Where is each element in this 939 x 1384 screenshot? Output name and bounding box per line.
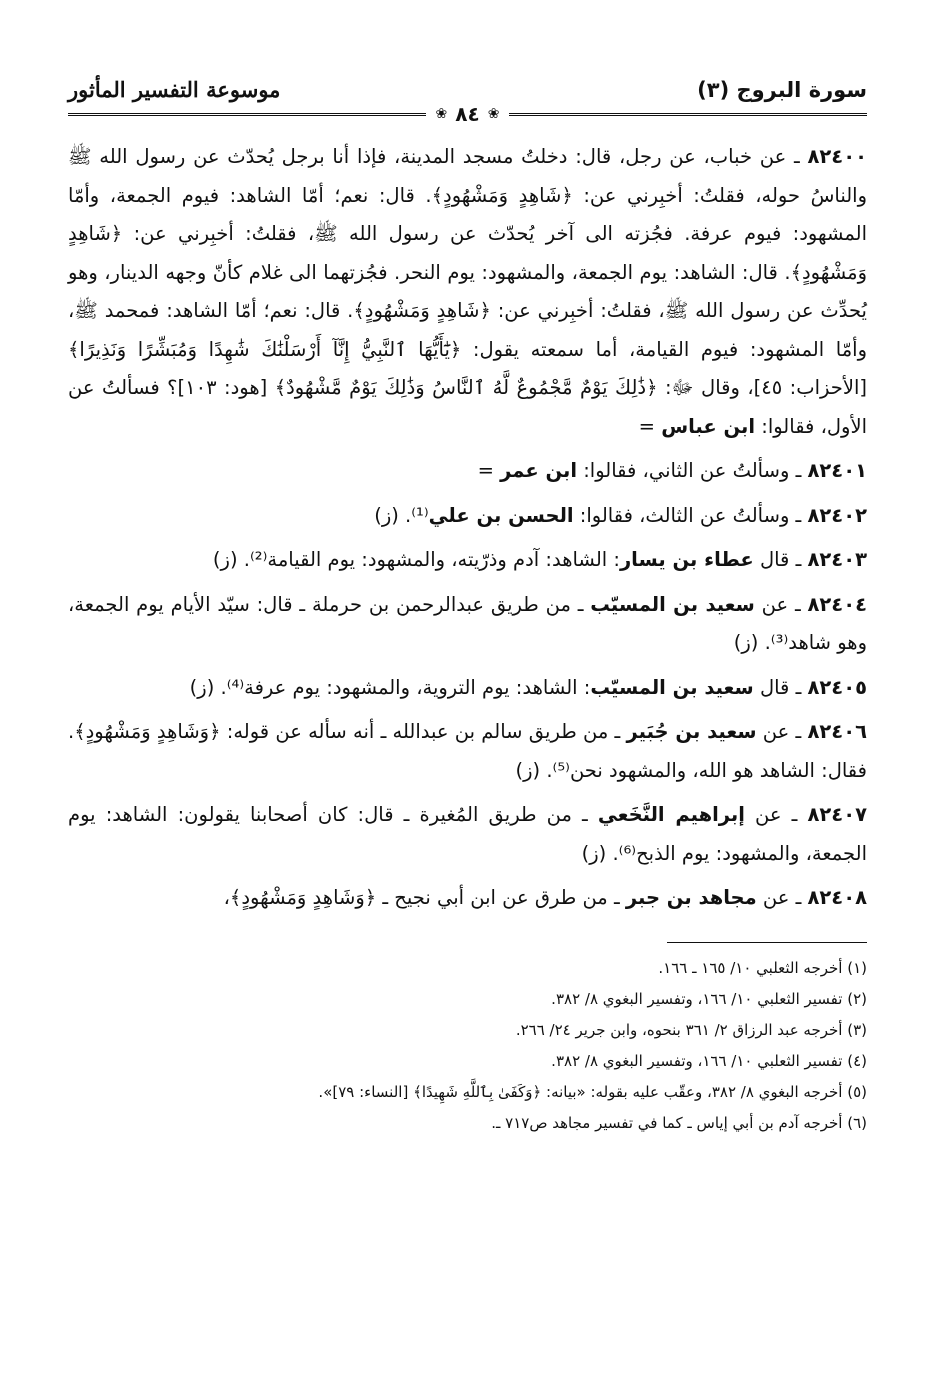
entry-text-after: = — [477, 459, 494, 482]
entry-narrator: سعيد بن المسيّب — [590, 592, 755, 616]
entry — [68, 796, 867, 873]
entry-text-after: ـ من طريق المُغيرة ـ قال: كان أصحابنا يقولون: الشاهد: يوم الجمعة، والمشهود: يوم الذبح⁽⁶⁾. (ز) — [68, 803, 867, 865]
entry-text: ـ عن خباب، عن رجل، قال: دخلتُ مسجد المدينة، فإذا أنا برجل يُحدّث عن رسول الله ﷺ والناسُ حوله، فقلتُ: أخبِرني عن: ﴿شَاهِدٍ وَمَشْهُودٍ﴾. قال: نعم؛ أمّا الشاهد: فيوم الجمعة، وأمّا المشهود: فيوم عرفة. فجُزته الى آخر يُحدّث عن رسول الله ﷺ، فقلتُ: أخبِرني عن: ﴿شَاهِدٍ وَمَشْهُودٍ﴾. قال: الشاهد: يوم الجمعة، والمشهود: يوم النحر. فجُزتهما الى غلام كأنّ وجهه الدينار، وهو يُحدِّث عن رسول الله ﷺ، فقلتُ: أخبِرني عن: ﴿شَاهِدٍ وَمَشْهُودٍ﴾. قال: نعم؛ أمّا الشاهد: فمحمد ﷺ، وأمّا المشهود: فيوم القيامة، أما سمعته يقول: ﴿يَٰٓأَيُّهَا ٱلنَّبِيُّ إِنَّآ أَرْسَلْنَٰكَ شَٰهِدًا وَمُبَشِّرًا وَنَذِيرًا﴾ [الأحزاب: ٤٥]، وقال ﷻ: ﴿ذَٰلِكَ يَوْمٌ مَّجْمُوعٌ لَّهُ ٱلنَّاسُ وَذَٰلِكَ يَوْمٌ مَّشْهُودٌ﴾ [هود: ١٠٣]؟ فسألتُ عن الأول، فقالوا: — [68, 145, 867, 438]
entry-narrator: ابن عمر — [500, 459, 578, 482]
entry-text-after: ـ من طريق سالم بن عبدالله ـ أنه سأله عن قوله: ﴿وَشَاهِدٍ وَمَشْهُودٍ﴾. فقال: الشاهد هو الله، والمشهود نحن⁽⁵⁾. (ز) — [68, 720, 867, 782]
entry — [68, 138, 867, 446]
footnotes — [68, 953, 867, 1139]
footnote-separator — [667, 942, 867, 943]
main-text — [68, 138, 867, 918]
entry-narrator: سعيد بن المسيّب — [590, 675, 754, 699]
entry-number: ٨٢٤٠١ — [807, 459, 867, 482]
footnote: (٣) أخرجه عبد الرزاق ٢/ ٣٦١ بنحوه، وابن جرير ٢٤/ ٢٦٦. — [515, 1020, 867, 1039]
book-title: موسوعة التفسير المأثور — [68, 77, 281, 102]
entry-text: ـ وسألتُ عن الثالث، فقالوا: — [579, 503, 802, 527]
page-number: ٨٤ — [455, 102, 480, 126]
entry-number: ٨٢٤٠٥ — [807, 675, 867, 699]
entry-number: ٨٢٤٠٧ — [807, 803, 867, 826]
entry-text: ـ عن — [755, 803, 798, 826]
entry — [68, 541, 867, 580]
entry-number: ٨٢٤٠٢ — [807, 503, 867, 527]
entry-text-after: ـ من طريق عبدالرحمن بن حرملة ـ قال: سيّد الأيام يوم الجمعة، وهو شاهد⁽³⁾. (ز) — [68, 592, 867, 654]
header-rule-left — [68, 113, 426, 116]
surah-title: سورة البروج (٣) — [697, 78, 867, 102]
entry-number: ٨٢٤٠٨ — [807, 886, 867, 909]
entry-number: ٨٢٤٠٦ — [807, 720, 868, 743]
ornament-icon: ❀ — [487, 106, 500, 122]
entry-text-after: : الشاهد: آدم وذرّيته، والمشهود: يوم القيامة⁽²⁾. (ز) — [212, 548, 620, 571]
entry-text: ـ عن — [761, 592, 801, 616]
entry-text-after: : الشاهد: يوم التروية، والمشهود: يوم عرفة⁽⁴⁾. (ز) — [189, 675, 591, 699]
entry — [68, 669, 867, 708]
entry-text: ـ قال — [759, 548, 802, 571]
entry-text-after: = — [638, 414, 655, 438]
entry-number: ٨٢٤٠٣ — [807, 548, 867, 571]
entry-text-after: ـ من طرق عن ابن أبي نجيح ـ ﴿وَشَاهِدٍ وَمَشْهُودٍ﴾، — [223, 886, 620, 909]
page-number-group — [436, 102, 500, 126]
header-rule-row — [68, 104, 867, 124]
entry-number: ٨٢٤٠٠ — [807, 145, 867, 168]
entry-text-after: ⁽¹⁾. (ز) — [374, 503, 429, 527]
entry-text: ـ عن — [762, 886, 802, 909]
ornament-icon: ❀ — [435, 106, 448, 122]
entry-text: ـ قال — [759, 675, 802, 699]
entry-text: ـ عن — [762, 720, 802, 743]
entry-narrator: مجاهد بن جبر — [625, 886, 757, 909]
entry-text: ـ وسألتُ عن الثاني، فقالوا: — [583, 459, 802, 482]
entry — [68, 586, 867, 663]
header-rule-right — [509, 113, 867, 116]
entry-narrator: إبراهيم النَّخَعي — [597, 803, 745, 826]
entry-narrator: ابن عباس — [661, 414, 756, 438]
entry-narrator: الحسن بن علي — [428, 503, 574, 527]
entry-narrator: سعيد بن جُبَير — [626, 720, 757, 743]
footnote: (٤) تفسير الثعلبي ١٠/ ١٦٦، وتفسير البغوي ٨/ ٣٨٢. — [551, 1051, 867, 1070]
footnote: (٢) تفسير الثعلبي ١٠/ ١٦٦، وتفسير البغوي ٨/ ٣٨٢. — [551, 989, 867, 1008]
entry — [68, 452, 867, 491]
footnote: (١) أخرجه الثعلبي ١٠/ ١٦٥ ـ ١٦٦. — [658, 958, 867, 977]
entry — [68, 713, 867, 790]
entry — [68, 497, 867, 536]
running-header — [68, 62, 867, 102]
entry — [68, 879, 867, 918]
footnote: (٥) أخرجه البغوي ٨/ ٣٨٢، وعقّب عليه بقوله: «بيانه: ﴿وَكَفَىٰ بِٱللَّهِ شَهِيدًا﴾ [النساء: ٧٩]». — [318, 1082, 867, 1101]
footnote: (٦) أخرجه آدم بن أبي إياس ـ كما في تفسير مجاهد ص٧١٧ ـ. — [491, 1113, 867, 1132]
entry-number: ٨٢٤٠٤ — [807, 592, 867, 616]
entry-narrator: عطاء بن يسار — [619, 548, 754, 571]
